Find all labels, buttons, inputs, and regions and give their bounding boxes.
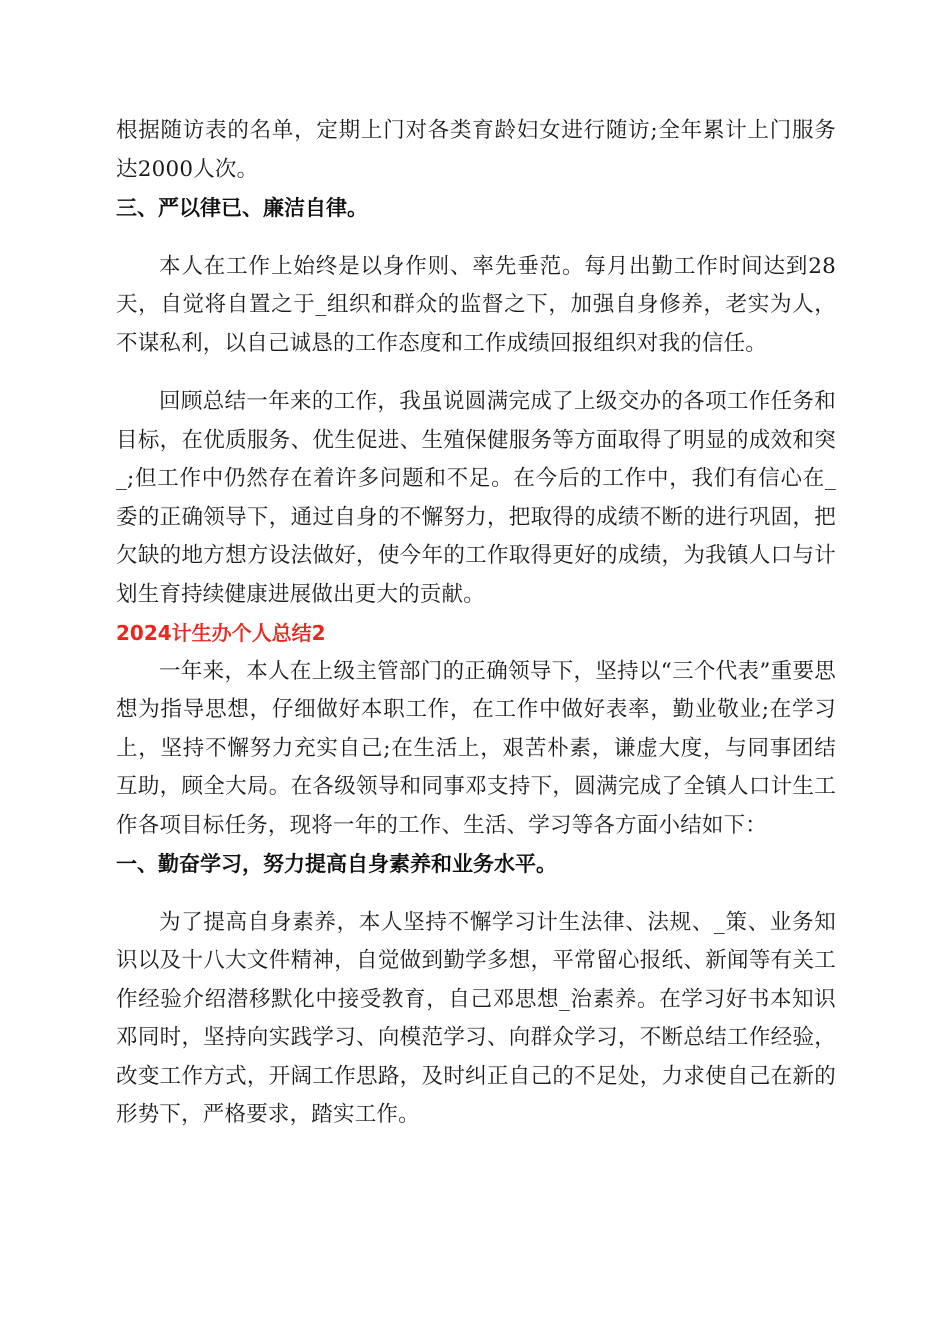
section-title: 2024计生办个人总结2 (116, 621, 326, 645)
paragraph-intro: 一年来，本人在上级主管部门的正确领导下，坚持以“三个代表”重要思想为指导思想，仔细做好本职工作，在工作中做好表率，勤业敬业;在学习上，坚持不懈努力充实自己;在生活上，艰苦朴素，谦虚大度，与同事团结互助，顾全大局。在各级领导和同事邓支持下，圆满完成了全镇人口计生工作各项目标任务，现将一年的工作、生活、学习等各方面小结如下： (116, 658, 836, 838)
paragraph-review: 回顾总结一年来的工作，我虽说圆满完成了上级交办的各项工作任务和目标，在优质服务、优生促进、生殖保健服务等方面取得了明显的成效和突_;但工作中仍然存在着许多问题和不足。在今后的工作中，我们有信心在_委的正确领导下，通过自身的不懈努力，把取得的成绩不断的进行巩固，把欠缺的地方想方设法做好，使今年的工作取得更好的成绩，为我镇人口与计划生育持续健康进展做出更大的贡献。 (116, 389, 836, 607)
heading-self-discipline: 三、严以律已、廉洁自律。 (116, 196, 368, 220)
document-body (116, 112, 836, 1135)
paragraph-attendance: 本人在工作上始终是以身作则、率先垂范。每月出勤工作时间达到28天，自觉将自置之于_组织和群众的监督之下，加强自身修养，老实为人，不谋私利，以自己诚恳的工作态度和工作成绩回报组织对我的信任。 (116, 253, 836, 356)
paragraph-study: 为了提高自身素养，本人坚持不懈学习计生法律、法规、_策、业务知识以及十八大文件精神，自觉做到勤学多想，平常留心报纸、新闻等有关工作经验介绍潜移默化中接受教育，自己邓思想_治素养。在学习好书本知识邓同时，坚持向实践学习、向模范学习、向群众学习，不断总结工作经验，改变工作方式，开阔工作思路，及时纠正自己的不足处，力求使自己在新的形势下，严格要求，踏实工作。 (116, 909, 836, 1127)
heading-study: 一、勤奋学习，努力提高自身素养和业务水平。 (116, 852, 557, 876)
paragraph-visit-summary: 根据随访表的名单，定期上门对各类育龄妇女进行随访;全年累计上门服务达2000人次。 (116, 118, 836, 182)
